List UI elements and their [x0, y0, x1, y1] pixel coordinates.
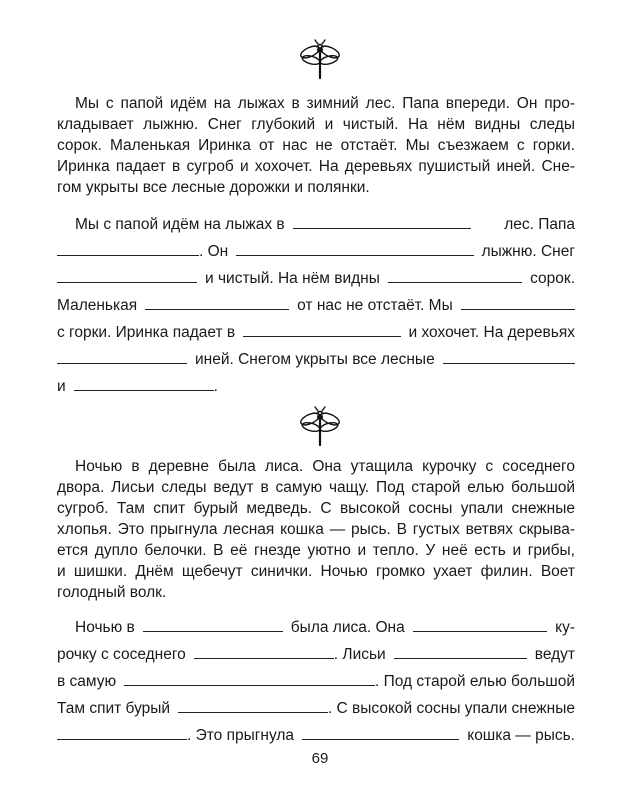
exercise-text: в самую: [57, 673, 117, 690]
passage-line: и шишки. Днём щебечут синички. Ночью громко ухает филин. Воет: [57, 563, 575, 580]
passage-line: Ночью в деревне была лиса. Она утащила курочку с соседнего: [75, 458, 575, 475]
answer-blank[interactable]: [57, 362, 187, 364]
answer-blank[interactable]: [461, 308, 575, 310]
exercise-text: была лиса. Она: [290, 619, 405, 636]
passage-line: Иринка падает в сугроб и хохочет. На деревьях пушистый иней. Сне-: [57, 158, 575, 175]
exercise-text: Маленькая: [57, 297, 138, 314]
dragonfly-icon: [298, 405, 342, 454]
page-number: 69: [311, 750, 329, 767]
exercise-text: и хохочет. На деревьях: [408, 324, 575, 341]
passage-line: сугроб. Там спит бурый медведь. С высокой сосны упали снежные: [57, 500, 575, 517]
answer-blank[interactable]: [388, 281, 522, 283]
answer-blank[interactable]: [394, 657, 527, 659]
exercise-text: Там спит бурый: [57, 700, 171, 717]
exercise-text: Мы с папой идём на лыжах в: [75, 216, 285, 233]
answer-blank[interactable]: [57, 281, 197, 283]
exercise-text: ведут: [534, 646, 575, 663]
exercise-text: сорок.: [530, 270, 575, 287]
dragonfly-icon: [298, 38, 342, 87]
answer-blank[interactable]: [145, 308, 289, 310]
exercise-text: .: [213, 378, 218, 395]
answer-blank[interactable]: [236, 254, 473, 256]
exercise-text: лыжню. Снег: [481, 243, 575, 260]
answer-blank[interactable]: [57, 254, 199, 256]
exercise-text: лес. Папа: [504, 216, 575, 233]
exercise-text: . С высокой сосны упали снежные: [327, 700, 575, 717]
fill-in-exercise-1: [57, 211, 575, 400]
exercise-text: . Под старой елью большой: [374, 673, 575, 690]
answer-blank[interactable]: [413, 630, 547, 632]
exercise-text: рочку с соседнего: [57, 646, 186, 663]
passage-line: кладывает лыжню. Снег глубокий и чистый. На нём видны следы: [57, 116, 575, 133]
answer-blank[interactable]: [178, 711, 328, 713]
answer-blank[interactable]: [302, 738, 459, 740]
passage-line: двора. Лисьи следы ведут в самую чащу. Под старой елью большой: [57, 479, 575, 496]
passage-line: Мы с папой идём на лыжах в зимний лес. Папа впереди. Он про-: [75, 95, 575, 112]
exercise-text: от нас не отстаёт. Мы: [297, 297, 453, 314]
exercise-text: Ночью в: [75, 619, 135, 636]
exercise-text: ку-: [555, 619, 575, 636]
answer-blank[interactable]: [243, 335, 400, 337]
exercise-text: и чистый. На нём видны: [205, 270, 380, 287]
passage-line: голодный волк.: [57, 584, 167, 601]
answer-blank[interactable]: [124, 684, 375, 686]
exercise-text: кошка — рысь.: [467, 727, 575, 744]
answer-blank[interactable]: [57, 738, 187, 740]
exercise-text: . Это прыгнула: [187, 727, 295, 744]
fill-in-exercise-2: [57, 614, 575, 749]
exercise-text: и: [57, 378, 66, 395]
exercise-text: с горки. Иринка падает в: [57, 324, 236, 341]
answer-blank[interactable]: [443, 362, 575, 364]
passage-line: сорок. Маленькая Иринка от нас не отстаёт. Мы съезжаем с горки.: [57, 137, 575, 154]
exercise-text: . Он: [199, 243, 229, 260]
reading-passage-2: [57, 456, 575, 603]
passage-line: хлопья. Это прыгнула лесная кошка — рысь. В густых ветвях скрыва-: [57, 521, 575, 538]
exercise-text: . Лисьи: [333, 646, 386, 663]
answer-blank[interactable]: [74, 389, 214, 391]
passage-line: гом укрыты все лесные дорожки и полянки.: [57, 179, 370, 196]
passage-line: ется дупло белочки. В её гнезде уютно и тепло. У неё есть и грибы,: [57, 542, 575, 559]
exercise-text: иней. Снегом укрыты все лесные: [195, 351, 435, 368]
answer-blank[interactable]: [194, 657, 334, 659]
answer-blank[interactable]: [143, 630, 283, 632]
answer-blank[interactable]: [293, 227, 471, 229]
reading-passage-1: [57, 93, 575, 198]
